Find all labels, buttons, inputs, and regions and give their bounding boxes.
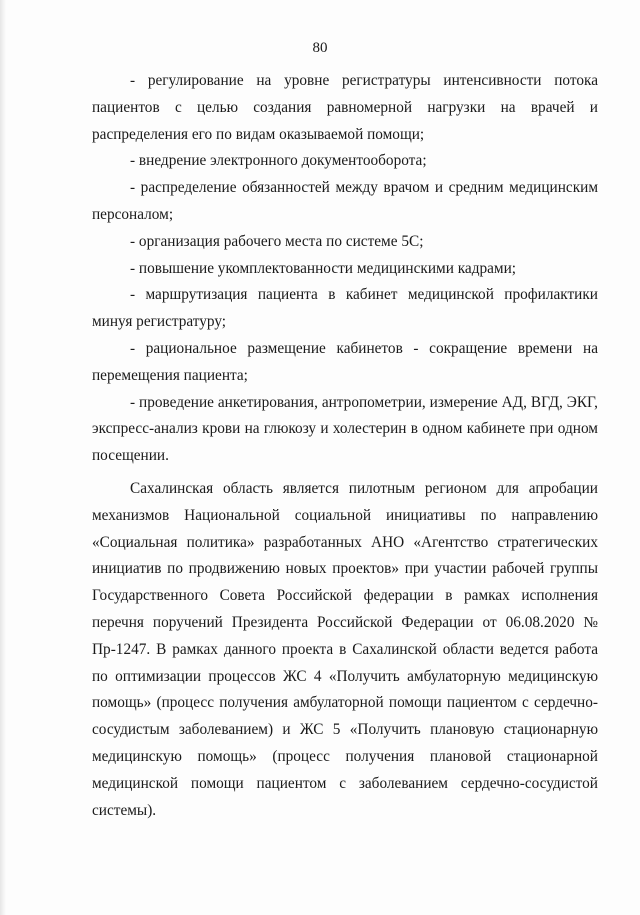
list-item-screening-one-room: - проведение анкетирования, антропометрии, измерение АД, ВГД, ЭКГ, экспресс-анализ крови на глюкозу и холестерин в одном кабинете при одном посещении. xyxy=(92,393,598,465)
body-text xyxy=(92,68,598,824)
list-item-workplace-5s: - организация рабочего места по системе 5С; xyxy=(130,232,424,250)
list-item-staffing: - повышение укомплектованности медицинскими кадрами; xyxy=(130,259,517,277)
page-number: 80 xyxy=(312,40,328,56)
list-item-room-placement: - рациональное размещение кабинетов - сокращение времени на перемещения пациента; xyxy=(92,339,598,384)
scan-edge-shadow xyxy=(0,0,6,915)
list-item-patient-routing: - маршрутизация пациента в кабинет медицинской профилактики минуя регистратуру; xyxy=(92,286,598,331)
paragraph-sakhalin-pilot: Сахалинская область является пилотным регионом для апробации механизмов Национальной социальной инициативы по направлению «Социальная политика» разработанных АНО «Агентство стратегических инициатив по продвижению новых проектов» при участии рабочей группы Государственного Совета Российской федерации в рамках исполнения перечня поручений Президента Российской Федерации от 06.08.2020 № Пр-1247. В рамках данного проекта в Сахалинской области ведется работа по оптимизации процессов ЖС 4 «Получить амбулаторную медицинскую помощь» (процесс получения амбулаторной помощи пациентом с сердечно-сосудистым заболеванием) и ЖС 5 «Получить плановую стационарную медицинскую помощь» (процесс получения плановой стационарной медицинской помощи пациентом с заболеванием сердечно-сосудистой системы). xyxy=(92,479,598,819)
list-item-duty-distribution: - распределение обязанностей между врачом и средним медицинским персоналом; xyxy=(92,179,598,223)
list-item-registry-regulation: - регулирование на уровне регистратуры интенсивности потока пациентов с целью создания равномерной нагрузки на врачей и распределения его по видам оказываемой помощи; xyxy=(92,72,598,143)
list-item-electronic-docflow: - внедрение электронного документооборота; xyxy=(130,152,427,170)
